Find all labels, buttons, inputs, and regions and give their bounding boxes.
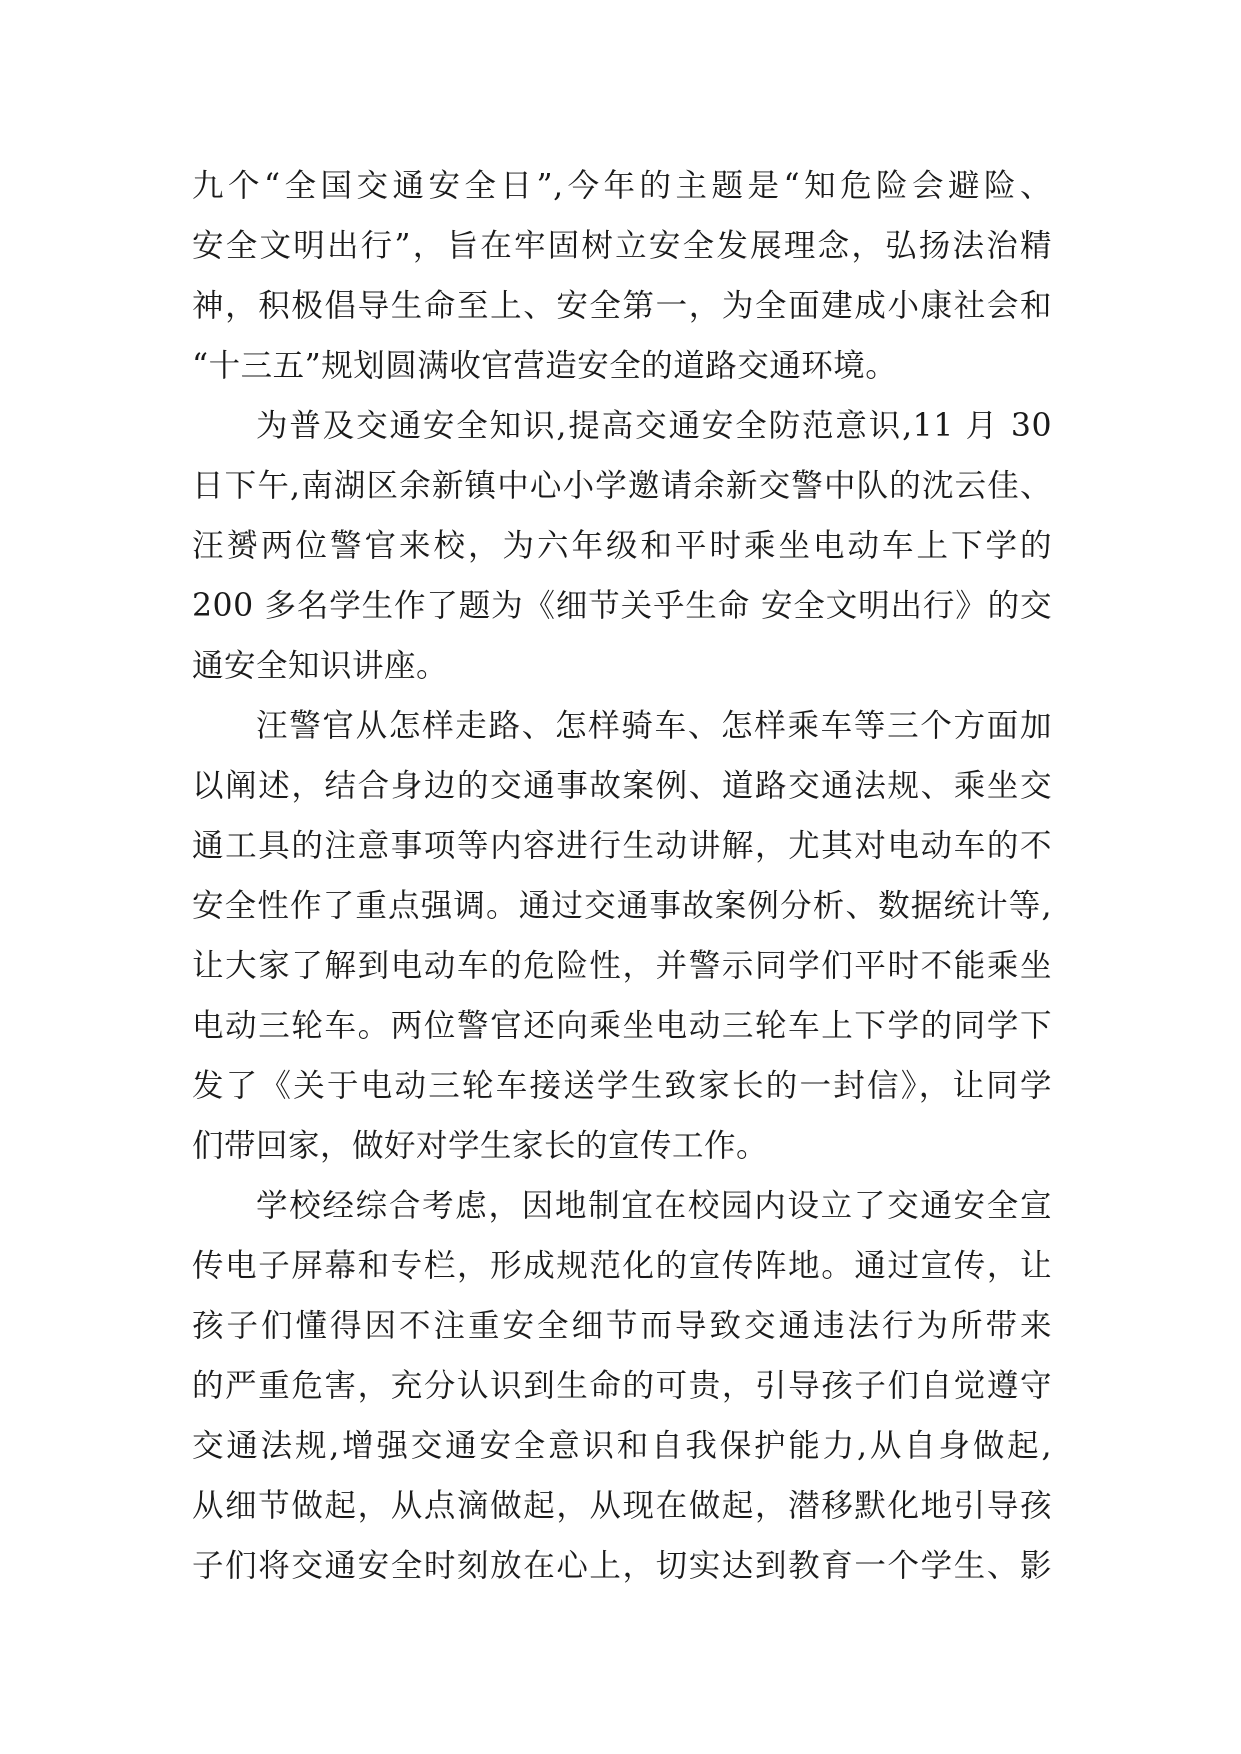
paragraph-1-line-2: 安全文明出行”，旨在牢固树立安全发展理念，弘扬法治精: [192, 228, 1052, 264]
paragraph-3-line-7: 发了《关于电动三轮车接送学生致家长的一封信》，让同学: [192, 1068, 1052, 1104]
paragraph-2-line-4: 200 多名学生作了题为《细节关乎生命 安全文明出行》的交: [192, 588, 1052, 624]
paragraph-3-line-6: 电动三轮车。两位警官还向乘坐电动三轮车上下学的同学下: [192, 1008, 1052, 1044]
body-text: [192, 156, 1052, 1596]
paragraph-3-line-4: 安全性作了重点强调。通过交通事故案例分析、数据统计等,: [192, 888, 1052, 924]
paragraph-4-line-1: 学校经综合考虑，因地制宜在校园内设立了交通安全宣: [256, 1188, 1052, 1224]
paragraph-2-line-3: 汪赟两位警官来校，为六年级和平时乘坐电动车上下学的: [192, 528, 1052, 564]
paragraph-4-line-2: 传电子屏幕和专栏，形成规范化的宣传阵地。通过宣传，让: [192, 1248, 1052, 1284]
paragraph-3-line-5: 让大家了解到电动车的危险性，并警示同学们平时不能乘坐: [192, 948, 1052, 984]
paragraph-3-line-8: 们带回家，做好对学生家长的宣传工作。: [192, 1128, 769, 1164]
paragraph-4-line-6: 从细节做起，从点滴做起，从现在做起，潜移默化地引导孩: [192, 1488, 1052, 1524]
paragraph-2-line-2: 日下午,南湖区余新镇中心小学邀请余新交警中队的沈云佳、: [192, 468, 1052, 504]
paragraph-4-line-3: 孩子们懂得因不注重安全细节而导致交通违法行为所带来: [192, 1308, 1052, 1344]
paragraph-1-line-4: “十三五”规划圆满收官营造安全的道路交通环境。: [192, 348, 898, 384]
paragraph-4-line-4: 的严重危害，充分认识到生命的可贵，引导孩子们自觉遵守: [192, 1368, 1052, 1404]
paragraph-3-line-3: 通工具的注意事项等内容进行生动讲解，尤其对电动车的不: [192, 828, 1052, 864]
paragraph-4-line-5: 交通法规,增强交通安全意识和自我保护能力,从自身做起,: [192, 1428, 1052, 1464]
paragraph-2-line-5: 通安全知识讲座。: [192, 648, 449, 684]
paragraph-1-line-3: 神，积极倡导生命至上、安全第一，为全面建成小康社会和: [192, 288, 1052, 324]
paragraph-2-line-1: 为普及交通安全知识,提高交通安全防范意识,11 月 30: [256, 408, 1052, 444]
paragraph-3-line-1: 汪警官从怎样走路、怎样骑车、怎样乘车等三个方面加: [256, 708, 1052, 744]
paragraph-4-line-7: 子们将交通安全时刻放在心上，切实达到教育一个学生、影: [192, 1548, 1052, 1584]
paragraph-3-line-2: 以阐述，结合身边的交通事故案例、道路交通法规、乘坐交: [192, 768, 1052, 804]
paragraph-1-line-1: 九个“全国交通安全日”,今年的主题是“知危险会避险、: [192, 168, 1052, 204]
